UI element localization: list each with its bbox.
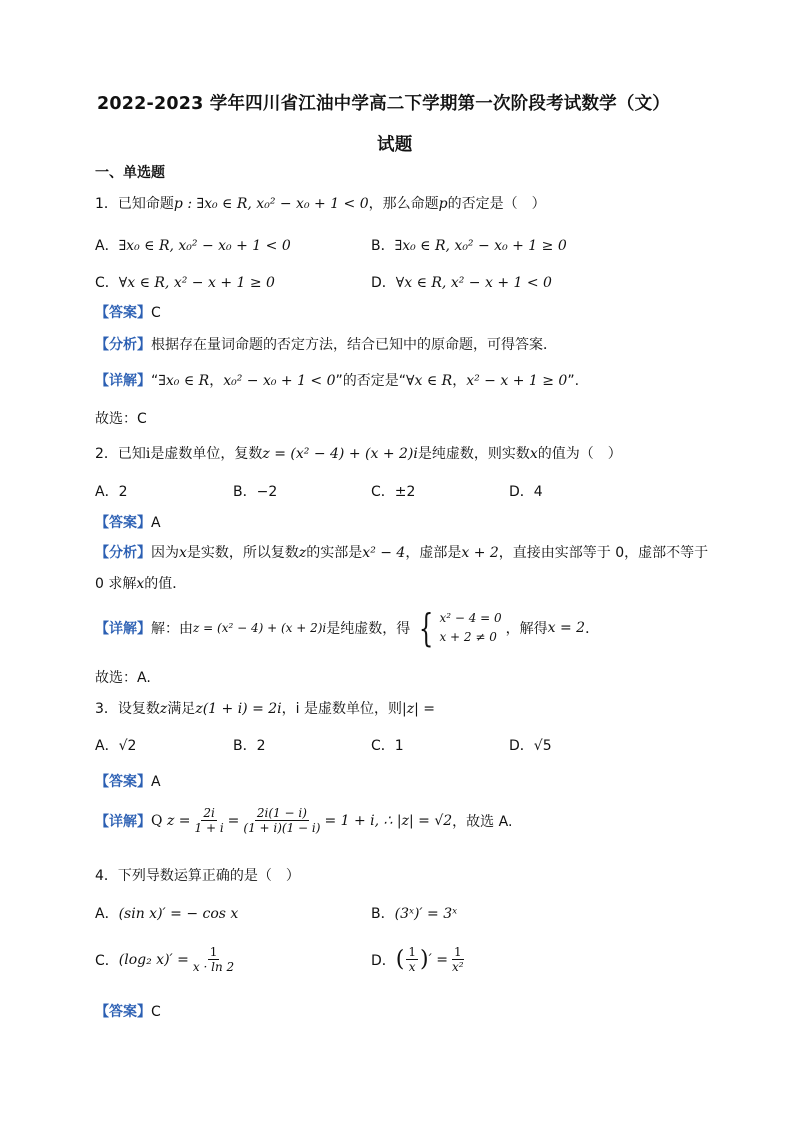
q4-d-fraction: $\frac{1}{\text{x²}}$ [451,945,464,974]
q3-answer: 【答案】A [95,774,161,790]
q2-formula: z = (x² − 4) + (x + 2)i [262,446,418,462]
q4-c-fraction: $\frac{1}{x \cdot \ln 2}$ [192,945,235,974]
q1-option-b: B．∃x₀ ∈ R, x₀² − x₀ + 1 ≥ 0 [371,238,567,254]
q2-option-a: A．2 [95,484,128,500]
q3-option-b: B．2 [233,738,266,754]
q2-analysis-line1: 【分析】因为x是实数，所以复数z的实部是x² − 4，虚部是x + 2，直接由实部等于 0，虚部不等于 [95,545,709,561]
q3-option-d: D．√5 [509,738,552,754]
q4-d-lhs-fraction: $\frac{1}{x}$ [408,945,417,974]
q3-fraction-1: $\frac{2i}{1 + i}$ [194,806,224,835]
q3-option-a: A．√2 [95,738,137,754]
q1-analysis: 【分析】根据存在量词命题的否定方法，结合已知中的原命题，可得答案． [95,337,557,353]
q1-option-c: C．∀x ∈ R, x² − x + 1 ≥ 0 [95,275,275,291]
q1-detail: 【详解】“∃x₀ ∈ R，x₀² − x₀ + 1 < 0”的否定是“∀x ∈ R，x² − x + 1 ≥ 0”. [95,373,580,389]
q2-conclusion: 故选：A. [95,670,151,686]
q2-detail: 【详解】 解：由 z = (x² − 4) + (x + 2)i 是纯虚数，得 { x² − 4 = 0 x + 2 ≠ 0 ，解得 x = 2 ． [95,606,600,650]
question-2-stem: 2．已知i是虚数单位，复数z = (x² − 4) + (x + 2)i是纯虚数，则实数x的值为（ ） [95,446,622,462]
q1-option-a: A．∃x₀ ∈ R, x₀² − x₀ + 1 < 0 [95,238,291,254]
q1-conclusion: 故选：C [95,411,147,427]
question-1-stem: 1．已知命题p : ∃x₀ ∈ R, x₀² − x₀ + 1 < 0，那么命题p的否定是（ ） [95,196,546,212]
question-3-stem: 3．设复数z满足z(1 + i) = 2i，i 是虚数单位，则|z| = [95,701,435,717]
q4-answer: 【答案】C [95,1004,161,1020]
q2-option-d: D．4 [509,484,543,500]
q2-answer: 【答案】A [95,515,161,531]
q1-option-d: D．∀x ∈ R, x² − x + 1 < 0 [371,275,552,291]
q4-option-c: C． (log₂ x)′ = $\frac{1}{x \cdot \ln 2}$ [95,945,235,974]
document-title: 2022-2023 学年四川省江油中学高二下学期第一次阶段考试数学（文） [97,94,670,114]
q3-detail: 【详解】 Q z = $\frac{2i}{1 + i}$ = $\frac{2i(1 - i)}{(1 + i)(1 - i)}$ = 1 + i, ∴ |z| = √2 ，故选 A. [95,806,513,835]
q1-answer: 【答案】C [95,305,161,321]
q4-option-b: B．(3ˣ)′ = 3ˣ [371,906,458,922]
q2-analysis-line2: 0 求解x的值． [95,576,187,592]
document-title-line2: 试题 [377,135,413,155]
question-4-stem: 4．下列导数运算正确的是（ ） [95,868,300,884]
q3-option-c: C．1 [371,738,404,754]
q2-option-b: B．−2 [233,484,278,500]
q4-option-a: A．(sin x)′ = − cos x [95,906,239,922]
section-heading: 一、单选题 [95,165,165,181]
q3-fraction-2: $\frac{2i(1 - i)}{(1 + i)(1 - i)}$ [243,806,321,835]
q4-option-d: D． ( $\frac{1}{x}$ ) ′ = $\frac{1}{\text{x²}}$ [371,945,464,974]
q1-formula: p : ∃x₀ ∈ R, x₀² − x₀ + 1 < 0 [173,196,369,212]
q2-equation-system: { x² − 4 = 0 x + 2 ≠ 0 [419,606,502,650]
q2-option-c: C．±2 [371,484,416,500]
